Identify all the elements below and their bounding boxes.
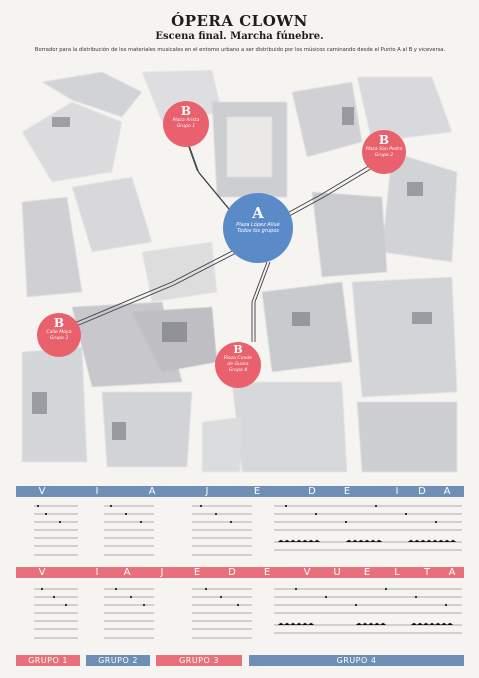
pin-calle-moya[interactable]: B Calle Moya Grupo 3 bbox=[37, 313, 81, 357]
score-ida bbox=[16, 500, 464, 564]
city-map bbox=[12, 62, 467, 477]
band-viaje-de-ida: V I A J E D E I D A bbox=[16, 486, 464, 497]
page-title: ÓPERA CLOWN bbox=[171, 12, 308, 30]
pin-plaza-arista[interactable]: B Plaza Arista Grupo 1 bbox=[163, 101, 209, 147]
band-viaje-de-vuelta: V I A J E D E V U E L T A bbox=[16, 567, 464, 578]
group-4-button[interactable]: GRUPO 4 bbox=[249, 655, 464, 666]
group-3-button[interactable]: GRUPO 3 bbox=[156, 655, 242, 666]
page-subtitle: Escena final. Marcha fúnebre. bbox=[155, 31, 324, 42]
description: Borrador para la distribución de los materiales musicales en el entorno urbano a ser distribuido por los músicos caminando desde el Punto A al B y viceversa. bbox=[34, 47, 446, 53]
score-vuelta bbox=[16, 581, 464, 649]
group-2-button[interactable]: GRUPO 2 bbox=[86, 655, 150, 666]
pin-plaza-conde-de-guara[interactable]: B Plaza Conde de Guara Grupo 4 bbox=[215, 342, 261, 388]
pin-plaza-san-pedro[interactable]: B Plaza San Pedro Grupo 2 bbox=[362, 130, 406, 174]
pin-plaza-lopez-allue[interactable]: A Plaza López Allué Todos los grupos bbox=[223, 193, 293, 263]
group-1-button[interactable]: GRUPO 1 bbox=[16, 655, 80, 666]
